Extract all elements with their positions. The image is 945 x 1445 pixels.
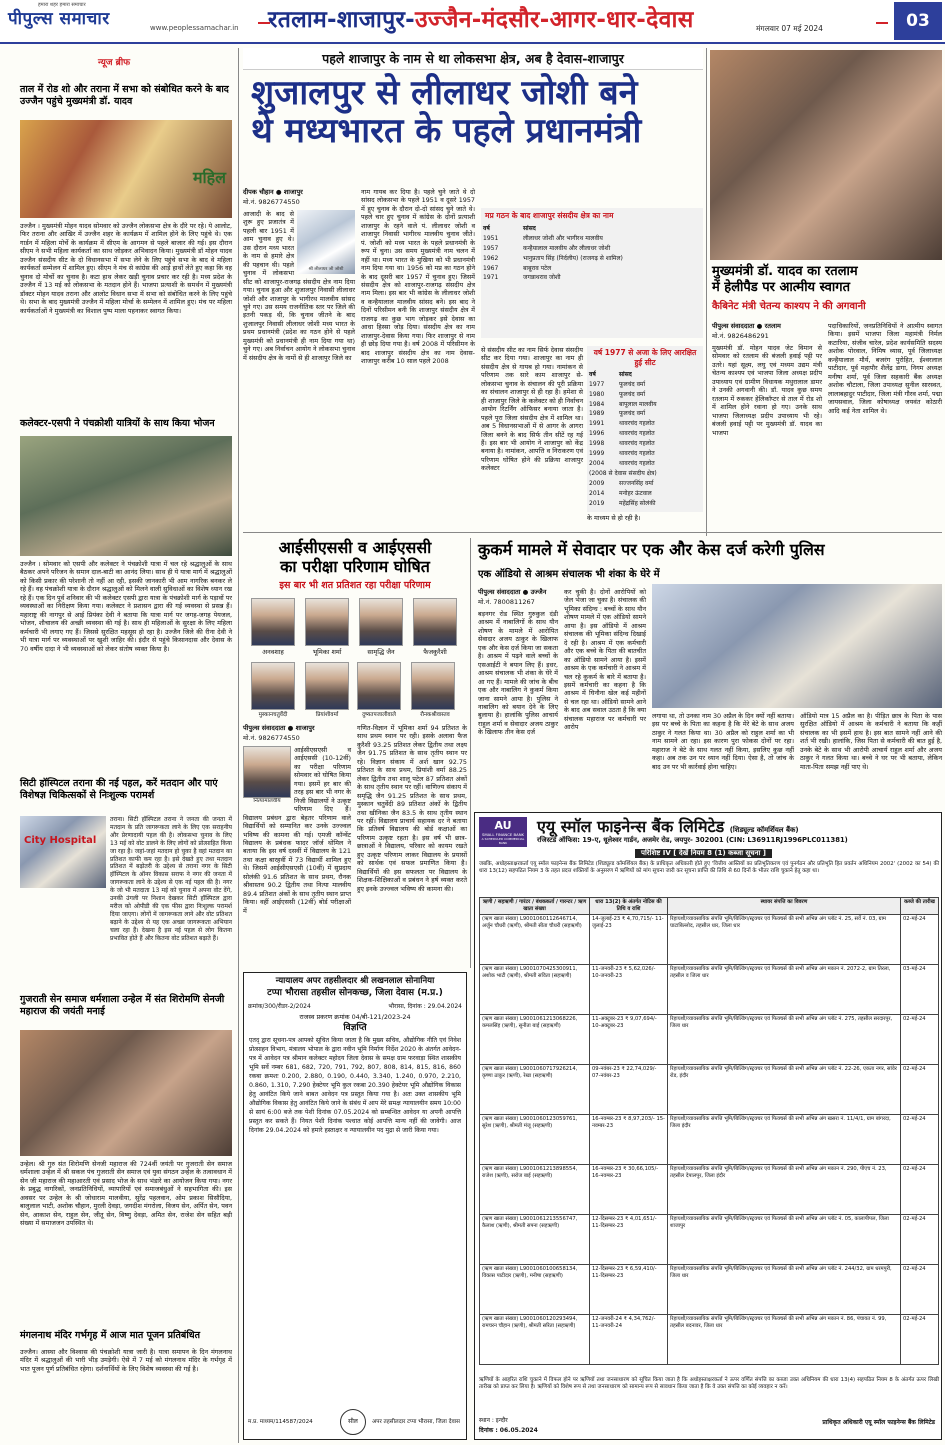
column-divider	[238, 48, 239, 1443]
issue-date: मंगलवार 07 मई 2024	[756, 24, 823, 33]
table-row: (ऋण खाता संख्या) L9001070425300911, अशोक भाटी (ऋणी), श्रीमती सविता (सहऋणी) 11-जनवरी-23 ₹ 5,62,026/- 10-जनवरी-23 रिहायशी/व्यावसायिक संपत्ति भूमि/बिल्डिंग/स्ट्रक्चर एवं फिक्चर्स की सभी अभिन्न अंग मकान नं. 2072-2, ग्राम तिरला, तहसील व जिला धार 03-मई-24	[480, 964, 939, 1014]
table1-grid	[481, 224, 703, 283]
icse-right-block	[357, 662, 467, 968]
cm-ratlam-story	[710, 48, 942, 536]
story3-body-bottom	[20, 890, 232, 988]
lead-body-col1: श्री लीलाधर जी जोशी आजादी के बाद से शुरू हुए प्रजातंत्र में पहली बार 1951 में आम चुनाव हुए थे। उस दौरान मध्य भारत के नाम से हमारे क्षेत्र की पहचान थी। पहले चुनाव में लोकसभा सीट को शाजापुर-राजगढ़ संसदीय क्षेत्र नाम दिया गया। चुनाव हुआ और शुजालपुर निवासी लीलाधर जोशी और शाजापुर के भागीरथ मालवीय सांसद चुने गए। उस समय राजनीतिक स्तर पर जिले की इतनी पकड़ थी, कि चुनाव जीतने के बाद शुजालपुर निवासी लीलाधर जोशी मध्य भारत के प्रथम प्रधानमंत्री (प्रदेश का गठन होने से पहले मुख्यमंत्री को प्रधानमंत्री ही नाम दिया गया था) चुने गए। अब निर्वाचन आयोग ने लोकसभा चुनाव में संसदीय क्षेत्र के नामों से ही शाजापुर जिले का	[243, 210, 355, 362]
police-subhead: एक ऑडियो से आश्रम संचालक भी शंका के घेरे में	[478, 569, 660, 580]
student-name: फैजकुरैशी	[423, 648, 447, 656]
cm-story-body-col1: मुख्यमंत्री डॉ. मोहन यादव जेट विमान से सोमवार को रतलाम की बंजली हवाई पट्टी पर उतरे। यहां सूक्ष्म, लघु एवं मध्यम उद्यम मंत्री चेतन्य काश्यप एवं भाजपा जिला अध्यक्ष प्रदीप उपाध्याय एवं ग्रामीण विधायक मथुरालाल डामर ने उनकी अगवानी की। डॉ. यादव कुछ समय रतलाम में रुककर हेलिकॉप्टर से ताल में रोड शो में शामिल होने रवाना हो गए। उनके साथ भाजपा जिलाध्यक्ष प्रदीप उपाध्याय भी रहे। बंजली हवाई पट्टी पर मुख्यमंत्री डॉ. यादव का भाजपा	[712, 344, 822, 437]
table2-title: वर्ष 1977 से अजा के लिए आरक्षित हुई सीट	[593, 348, 697, 367]
student-photo	[359, 598, 403, 646]
hospital-sign-text: City Hospital	[24, 835, 97, 846]
table-row: (ऋण खाता संख्या) L9001060717926214, कृष्णा ठाकुर (ऋणी), रेखा (सहऋणी) 09-नवंबर-23 ₹ 22,74,029/- 07-नवंबर-23 रिहायशी/व्यावसायिक संपत्ति भूमि/बिल्डिंग/स्ट्रक्चर एवं फिक्चर्स की सभी अभिन्न अंग प्लॉट नं. 22-26, एकता नगर, सांवेर रोड, इंदौर 02-मई-24	[480, 1064, 939, 1114]
notice-place-date: भौरासा, दिनांक : 29.04.2024	[388, 1003, 462, 1010]
decor-tick	[876, 22, 888, 24]
table-row: 1977 फूलचंद वर्मा	[589, 380, 646, 388]
student-photo	[305, 598, 349, 646]
story3-body-top: तराना। सिटी हॉस्पिटल तराना ने जनता की जनता में मतदान के प्रति जागरूकता लाने के लिए एक सराहनीय और प्रेरणादायी पहल की है। लोकसभा चुनाव के लिए 13 मई को वोट डालने के लिए लोगों को प्रोत्साहित किया जा रहा है। जहां-जहां मतदान हो चुका है वहां मतदान का प्रतिशत काफी कम रहा है। इसे देखते हुए तथा मतदान प्रतिशत में बढ़ोतरी के उद्देश्य से तराना नगर के सिटी हॉस्पिटल के ऑनर विकास सराफ ने नगर की जनता में जागरूकता लाने के उद्देश्य से एक नई पहल की है। नगर के जो भी मतदाता 13 मई को चुनाव में अपना वोट देंगे, उनकी उंगली पर निशान देखकर सिटी हॉस्पिटल द्वारा मरीज को ओपीडी की एक फीस द्वारा निःशुल्क परामर्श दिया जाएगा। लोगों में जागरूकता लाने और वोट प्रतिशत बढ़ाने के उद्देश्य से यह एक अच्छा जागरूकता अभियान चला रहा हैं। देखना है इस नई पहल से लोग कितना प्रभावित होते हैं और कितना वोट प्रतिशत बढ़ाते हैं।	[110, 816, 232, 942]
ad-appendix: परिशिष्ट IV [ देखें नियम 8 (1) कब्जा सूचना ]	[635, 849, 772, 858]
student-photo	[357, 662, 401, 710]
table2-grid	[587, 370, 703, 509]
story5-headline: मंगलनाथ मंदिर गर्भगृह में आज मात पूजन प्रतिबंधित	[20, 1330, 201, 1341]
ad-col-loan: ऋणी / सहऋणी / गारंटर / बंधककर्ता / गारन्टर / ऋण खाता संख्या	[480, 898, 590, 915]
ad-signatory: प्राधिकृत अधिकारी एयू स्मॉल फाइनेन्स बैंक लिमिटेड	[822, 1419, 935, 1426]
tehsil-notice	[243, 972, 467, 1440]
table-row: (ऋण खाता संख्या) L9001061213556747, कैलाश (ऋणी), श्रीमती सपना (सहऋणी) 12-दिसम्बर-23 ₹ 4,01,651/- 11-दिसम्बर-23 रिहायशी/व्यावसायिक संपत्ति भूमि/बिल्डिंग/स्ट्रक्चर एवं फिक्चर्स की सभी अभिन्न अंग प्लॉट नं. 05, कालापीपल, जिला शाजापुर 02-मई-24	[480, 1214, 939, 1264]
ad-address: रजिस्टर्ड ऑफिस: 19-ए, धूलेश्वर गार्डन, अजमेर रोड, जयपुर- 302001 (CIN: L36911RJ1996PLC011381)	[537, 836, 848, 844]
table-row: 1980 फूलचंद वर्मा	[589, 390, 646, 398]
left-column	[20, 48, 235, 1443]
police-body-col1: बड़नगर रोड स्थित गुरुकुल दंडी आश्रम में नाबालिगों के साथ यौन शोषण के मामले में आरोपित सेवादार अजय ठाकुर के खिलाफ एक और केस दर्ज किया जा सकता है। आश्रम में पढ़ने वाले बच्चों के एसआईटी ने बयान लिए हैं। इधर, आश्रम संचालक भी शंका के घेरे में आ गए हैं। मामले की जांच के बीच एक और नाबालिग ने कुकर्म किया जाना सामने आया है। पुलिस ने नाबालिग को बयान देने के लिए बुलाया है। हालांकि पुलिस आचार्य राहुल शर्मा व सेवादार अजय ठाकुर के खिलाफ तीन केस दर्ज	[478, 610, 558, 737]
ad-title: एयू स्मॉल फाइनेन्स बैंक लिमिटेड (शिड्यूल्ड कॉमर्शियल बैंक)	[537, 817, 799, 836]
notice-seal: सील	[340, 1409, 366, 1435]
notice-footer-ref: म.प्र. माध्यम/114587/2024	[248, 1419, 313, 1425]
edition-title: रतलाम-शाजापुर-उज्जैन-मंदसौर-आगर-धार-देवास	[268, 7, 694, 33]
student-photo	[251, 598, 295, 646]
lead-headline: शुजालपुर से लीलाधर जोशी बने थे मध्यभारत के पहले प्रधानमंत्री	[251, 73, 642, 152]
table-row: 1971 जगन्नाथराव जोशी	[483, 274, 561, 282]
student-photo	[305, 662, 349, 710]
student-name: मुस्कानचतुर्वेदी	[258, 712, 288, 718]
table-row: 1951 लीलाधर जोशी और भागीरथ मालवीय	[483, 234, 603, 242]
story4-headline: गुजराती सेन समाज धर्मशाला उन्हेल में संत शिरोमणि सेनजी महाराज की जयंती मनाई	[20, 994, 225, 1017]
story5-body: उज्जैन। आस्था और विश्वास की पंचक्रोशी यात्रा जारी है। यात्रा समापन के दिन मंगलनाथ मंदिर में श्रद्धालुओं की भारी भीड़ उमड़ेगी। ऐसे में 7 मई को मंगलनाथ मंदिर के गर्भगृह में भात पूजन पूर्ण प्रतिबंधित रहेगा। दर्शनार्थियों के लिए विशेष व्यवस्था की गई है।	[20, 1348, 232, 1373]
table-row: (ऋण खाता संख्या) L9001061213898554, राजेश (ऋणी), सरोज बाई (सहऋणी) 16-नवम्बर-23 ₹ 30,66,105/- 16-नवम्बर-23 रिहायशी/व्यावसायिक संपत्ति भूमि/बिल्डिंग/स्ट्रक्चर एवं फिक्चर्स की सभी अभिन्न अंग मकान नं. 290, पीएच नं. 23, तहसील देपालपुर, जिला इंदौर 02-मई-24	[480, 1164, 939, 1214]
student-name: अनवशाह	[262, 648, 284, 656]
mp-history-table	[481, 208, 703, 338]
ad-place: स्थान : इन्दौर	[479, 1417, 508, 1424]
table1-col-year: वर्ष	[483, 224, 490, 232]
table-row: 1984 बापूलाल मालवीय	[589, 400, 657, 408]
ad-footer-text: ऋणियों के आहरित राशि चुकाने में विफल होने पर ऋणियों तथा जनसाधारण को सूचित किया जाता है कि अधोहस्ताक्षरकर्ता ने ऊपर वर्णित संपत्ति का कब्जा उक्त अधिनियम की धारा 13(4) सहपठित नियम 8 के अंतर्गत ऊपर लिखी तारीख को प्राप्त कर लिया है। ऋणियों को विशेष रूप से तथा जनसाधारण को सामान्य रूप से सावधान किया जाता है कि वे उक्त संपत्ति का कोई व्यवहार न करें।	[479, 1377, 939, 1391]
story2-photo	[20, 436, 232, 556]
police-headline: कुकर्म मामले में सेवादार पर एक और केस दर्ज करेगी पुलिस	[478, 540, 825, 559]
lead-mobile: मो.नं. 9826774550	[243, 198, 300, 206]
story2-body: उज्जैन । सोमवार को एसपी और कलेक्टर ने पंचक्रोशी यात्रा में चल रहे श्रद्धालुओं के साथ बैठकर अपने परिजन के समान दाल-बाटी का आनंद लिया। साथ ही ये यात्रा मार्ग में श्रद्धालुओं को किसी प्रकार की परेशानी तो नहीं आ रही, इसकी जानकारी भी आम नागरिक बनकर ले रहे हैं। वह पंचक्रोशी यात्रा के दौरान श्रद्धालुओं को मिलने वाली सुविधाओं का विशेष ध्यान रख रहे हैं। एक दिन पूर्व शनिवार की भी कलेक्टर एसपी द्वारा यात्रा के पंचक्रोशी मार्ग के पड़ावों पर व्यवस्थाओं का निरीक्षण किया गया। कलेक्टर ने प्रशासन द्वारा की गई व्यवस्था से प्रसन्न हैं। महाराष्ट्र की नागपुर से आई प्रियंका देवी ने बताया कि यात्रा मार्ग पर जगह-जगह पेयजल, भोजन, शौचालय की अच्छी व्यवस्था की गई है। साथ ही महिलाओं के सुरक्षा के लिए महिला कर्मचारी भी लगाए गए हैं। जिससे सुरक्षित महसूस हो रहा है। उज्जैन जिले की रीना देवी ने भी यात्रा मार्ग पर व्यवस्थाओं पर खुशी जाहिर की। इंदौर से पहुंचे किसानदास और देवास के 70 वर्षीय दादा ने भी व्यवस्थाओं को लेकर संतोष व्यक्त किया है।	[20, 560, 232, 653]
police-body-col2: कर चुकी है। दोनों आरोपियों को जेल भेजा जा चुका है। संचालक की भूमिका संदिग्ध : बच्चों के साथ यौन शोषण मामले में एक ऑडियो सामने आया है। इस ऑडियो में आश्रम संचालक की भूमिका संदिग्ध दिखाई दे रही है। आश्रम में एक कर्मचारी और एक बच्चे के पिता की बातचीत का ऑडियो सामने आया है। इसमें आश्रम के एक कर्मचारी ने आश्रम में चल रहे कुकर्म के बारे में बताया है। इसमें कर्मचारी का कहना है कि आश्रम में घिनौना खेल कई महीनों से चल रहा था। ऑडियो सामने आने के बाद अब सवाल उठता है कि क्या संचालक महाराज पर कर्मचारी पर आरोप	[564, 588, 646, 732]
table-row: 1989 फूलचंद वर्मा	[589, 410, 646, 418]
cm-story-mobile: मो.नं. 9826486291	[712, 332, 769, 340]
ad-table	[479, 897, 939, 1365]
icse-body-col2-text: गणित-विज्ञान में भूमिका शर्मा 94 प्रतिशत के साथ प्रथम स्थान पर रही। इसके अलावा फैज कुरैशी 93.25 प्रतिशत लेकर द्वितीय तथा लक्ष्य जैन 91.75 प्रतिशत के साथ तृतीय स्थान पर रहे। विज्ञान संकाय में अर्श खान 92.75 प्रतिशत के साथ प्रथम, प्रियांशी वर्मा 88.25 लेकर द्वितीय तथा शालू पटेल 87 प्रतिशत अंकों के साथ तृतीय स्थान पर रहीं। वाणिज्य संकाय में समृद्धि जैन 91.25 प्रतिशत के साथ प्रथम, मुस्कान चतुर्वेदी 89 प्रतिशत अंकों के द्वितीय तथा खीनिका जैन 83.5 के साथ तृतीय स्थान पर रहीं। विद्यालय प्राचार्य सहायक दर ने बताया कि प्रतिवर्ष विद्यालय की बोर्ड कक्षाओं का परिणाम उत्कृष्ट रहता है। इस वर्ष भी छात्र-छात्राओं ने विद्यालय, परिवार को कायम रखते हुए उत्कृष्ट परिणाम लाकर विद्यालय के प्रयासों को सार्थक एवं सफल प्रमाणित किया है। विद्यार्थियों की इस सफलता पर विद्यालय के शिक्षक-शिक्षिकाओं व प्रबंधन ने हर्ष व्यक्त करते हुए इनके उज्ज्वल भविष्य की कामना की।	[357, 724, 467, 893]
lead-story	[243, 48, 703, 528]
notice-case-no: क्रमांक/300/रीडर-2/2024	[248, 1003, 311, 1010]
table1-col-mp: सांसद	[523, 224, 536, 232]
notice-rev-case: राजस्व प्रकरण क्रमांक 04/बी-121/2023-24	[299, 1013, 411, 1021]
police-story	[474, 538, 942, 808]
website-url[interactable]: www.peoplessamachar.in	[150, 24, 239, 32]
story4-body: उन्हेल। श्री गुरु संत शिरोमणि सेनजी महाराज की 724वीं जयंती पर गुजराती सेन समाज धर्मशाला उन्हेल में श्री सकल पंच गुजराती सेन समाज एवं युवा संगठन उन्हेल के तत्वावधान में सेन जी महाराज की महाआरती एवं प्रसाद भोज के साथ भंडारे का आयोजन किया गया। नगर के प्रबुद्ध नागरिकों, जनप्रतिनिधियों, व्यापारियों एवं समाजबंधुओं ने सहभागिता की। इस अवसर पर उन्हेल के श्री जोधाराम मालवीया, सुरेंद्र पहलवान, ओम प्रकाश सिसौदिया, बालुलाल भाटी, अशोक चौहान, मुरली देवड़ा, जगदीश मंगरोला, विजय सेन, अर्पित सेन, पवन सेन, आकाश सेन, राहुल सेन, जीतू सेन, विष्णु देवड़ा, अमित सेन, राजेश सेन सहित बड़ी संख्या में समाजजन उपस्थित थे।	[20, 1160, 232, 1228]
student-photo	[413, 598, 457, 646]
ashram-photo	[652, 584, 942, 708]
table-row: (ऋण खाता संख्या) L9001060100658134, विकास पाटीदार (ऋणी), मनीषा (सहऋणी) 12-दिसम्बर-23 ₹ 6,59,410/- 11-दिसम्बर-23 रिहायशी/व्यावसायिक संपत्ति भूमि/बिल्डिंग/स्ट्रक्चर एवं फिक्चर्स की सभी अभिन्न अंग प्लॉट नं. 244/32, ग्राम धरमपुरी, जिला धार 02-मई-24	[480, 1264, 939, 1314]
ad-col-property: स्थावर संपत्ति का विवरण	[668, 898, 901, 915]
icse-headline: आईसीएससी व आईएससी का परीक्षा परिणाम घोषित	[278, 538, 432, 577]
lead-body-col2: नाम गायब कर दिया है। पहले चुने जाते थे दो सांसद लोकसभा के पहले 1951 व दूसरे 1957 में हुए चुनाव के दौरान दो-दो सांसद चुने जाते थे। पहले चार हुए चुनाव में कांग्रेस के दोनों प्रत्याशी शाजापुर के रहने वाले पं. लीलाधर जोशी व शाजापुर निवासी भागीरथ मालवीय चुनाव जीते। पं. जोशी को मध्य भारत के पहले प्रधानमंत्री के रूप में चुना। उस समय मुख्यमंत्री नाम चलन में नहीं था। मध्य भारत के मुखिया को भी प्रधानमंत्री नाम दिया गया था। 1956 को मप्र का गठन होने के बाद दूसरी बार 1957 में चुनाव हुए। जिसमें संसदीय क्षेत्र को शाजापुर-राजगढ़ संसदीय क्षेत्र नाम मिला। इस बार भी कांग्रेस के लीलाधर जोशी व कन्हैयालाल मालवीय सांसद बने। इस बाद ने दिनों परिसीमन बनी कि शाजापुर संसदीय क्षेत्र में राजगढ़ का कुछ भाग जोड़कर इसे देवास का आधा हिस्सा जोड़ दिया। संसदीय क्षेत्र का नाम शाजापुर-देवास किया गया। फिर शाजापुर से नाम ही छोड़ दिया गया है। वर्ष 2008 में परिसीमन के बाद शाजापुर संसदीय क्षेत्र का नाम देवास-शाजापुर करीब 10 साल पहले 2008	[361, 188, 475, 366]
story4-photo	[20, 1030, 232, 1156]
table-row: 1967 बाबूराव पटेल	[483, 264, 552, 272]
cm-story-byline: पीपुल्स संवाददाता ● रतलाम	[712, 322, 781, 330]
table2-col-year: वर्ष	[589, 370, 596, 378]
icse-mobile: मो.नं. 9826774550	[243, 734, 300, 742]
topper-photo	[243, 746, 291, 798]
cm-story-subhead: कैबिनेट मंत्री चेतन्य काश्यप ने की अगवानी	[712, 301, 866, 312]
story1-photo	[20, 120, 232, 218]
police-mobile: मो.नं. 7800811267	[478, 598, 535, 606]
au-bank-possession-notice	[474, 812, 942, 1440]
table-row: 2004 थावरचंद गहलोत	[589, 459, 655, 467]
police-body-col4: ऑडियो मात्र 15 अप्रैल का है। पीड़ित छात्र के पिता के पास सुरक्षित ऑडियो में आश्रम के कर्मचारी ने बताया कि कहीं संचालक का भी इसमें हाथ है। इस बात सामने नहीं आने की शर्त भी रखी। हालांकि, जिस पिता से कर्मचारी की बात हुई है, उनके बेटे के साथ भी आरोपी आचार्य राहुल शर्मा और अजय ठाकुर ने गलत किया था। बच्चे ने घर पर भी बताया, लेकिन माता-पिता समझ नहीं पाए थे।	[800, 712, 942, 771]
table-row: (ऋण खाता संख्या) L9001060112646714, अर्जुन चौधरी (ऋणी), श्रीमती सीता चौधरी (सहऋणी) 14-जुलाई-23 ₹ 4,70,715/- 11-जुलाई-23 रिहायशी/व्यावसायिक संपत्ति भूमि/बिल्डिंग/स्ट्रक्चर एवं फिक्चर्स की सभी अभिन्न अंग प्लॉट नं. 25, सर्वे नं. 03, ग्राम घाटाबिल्लोद, तहसील धार, जिला धार 02-मई-24	[480, 914, 939, 964]
page-number: 03	[894, 2, 942, 40]
story2-headline: कलेक्टर-एसपी ने पंचक्रोशी यात्रियों के साथ किया भोजन	[20, 418, 215, 429]
story3-photo	[20, 816, 106, 888]
table-row: 1991 थावरचंद गहलोत	[589, 420, 655, 428]
table-row: 2019 महेंद्रसिंह सोलंकी	[589, 499, 656, 507]
row-divider	[243, 532, 942, 533]
table-row: 1998 थावरचंद गहलोत	[589, 440, 655, 448]
icse-body-col1: नित्यामालवीय आईसीएसएसी व आईएससी (10-12वीं) का परीक्षा परिणाम सोमवार को घोषित किया गया। इसमें हर बार की तरह इस बार भी नगर के निजी विद्यालयों ने उत्कृष्ट परिणाम दिए हैं। विद्यालय प्रबंधन द्वारा बेहतर परिणाम वाले विद्यार्थियों को सम्मानित कर उनके उज्ज्वल भविष्य की कामना की गई। एमजी कॉन्वेंट विद्यालय के प्रबंधक फादर जॉर्ज थोमिल ने बताया कि इस वर्ष दसवीं में विद्यालय के 121 तथा कक्षा बारहवीं में 73 विद्यार्थी शामिल हुए थे। जिसमें आईसीएसएसी (10वीं) में सुप्रदाय सोलंकी 91.6 प्रतिशत के साथ प्रथम, रौनक श्रीवास्तव 90.2 द्वितीय तथा नित्या मालवीय 89.4 प्रतिशत अंकों के साथ तृतीय स्थान प्राप्त किया। वहीं आईएससी (12वीं) बोर्ड परीक्षाओं में	[243, 746, 351, 915]
column-divider	[470, 538, 471, 968]
icse-subhead: इस बार भी शत प्रतिशत रहा परीक्षा परिणाम	[279, 580, 431, 591]
student-name: भूमिका शर्मा	[312, 648, 342, 656]
table-row: 2009 सज्जनसिंह वर्मा	[589, 479, 654, 487]
notice-heading: विज्ञप्ति	[343, 1023, 367, 1033]
portrait-caption: श्री लीलाधर जी जोशी	[308, 267, 344, 273]
ad-intro: जबकि, अधोहस्ताक्षरकर्ता एयू स्मॉल फाइनेन्स बैंक लिमिटेड (शिड्यूल्ड कॉमर्शियल बैंक) के प्राधिकृत अधिकारी होते हुए 'वित्तीय आस्तियों का प्रतिभूतिकरण एवं पुनर्गठन और प्रतिभूति हित प्रवर्तन अधिनियम 2002' (2002 का 54) की धारा 13(12) सहपठित नियम 3 के तहत प्रदत्त शक्तियों के अनुसरण में ऋणियों को मांग सूचना जारी कर सूचना प्राप्ति की तिथि से 60 दिनों के भीतर राशि चुकाने हेतु कहा था।	[479, 861, 939, 875]
cm-welcome-photo	[710, 50, 942, 260]
notice-title-l1: न्यायालय अपर तहसीलदार श्री लखनलाल सोनानिया	[275, 976, 435, 986]
notice-body: एतद् द्वारा सूचना-पत्र आपको सूचित किया जाता है कि मुख्य सचिव, औद्योगिक नीति एवं निवेश प्रोत्साहन विभाग, मंत्रालय भोपाल के द्वारा नवीन भूमि निर्माण निर्देश 2020 के अंतर्गत आवेदन-पत्र में आवेदन पत्र श्रीमान कलेक्टर महोदय जिला देवास के समक्ष ग्राम फरवाड़ा स्थित शासकीय भूमि सर्वे नम्बर 681, 682, 720, 791, 792, 807, 808, 814, 815, 816, 860 रकबा क्रमशः 0.200, 2.880, 0.190, 0.440, 3.340, 1.240, 0.970, 2.210, 0.860, 1.310, 7.290 हेक्टेयर भूमि कुल रकबा 20.390 हेक्टेयर भूमि औद्योगिक विकास हेतु आवंटित किये जाने बाबत आवेदन पत्र प्रस्तुत किया गया है। अतः उक्त शासकीय भूमि औद्योगिक विकास हेतु आवंटित किये जाने के संबंध में आप मेरे समक्ष न्यायालयीन समय 10:00 से सायं 6:00 बजे तक पेशी दिनांक 07.05.2024 को सम्बन्धित आवेदन या अपनी आपत्ति प्रस्तुत कर सकते हैं। नियत पेशी दिनांक पश्चात कोई आपत्ति मान्य नहीं की जावेगी। आज दिनांक 29.04.2024 को हमारे हस्ताक्षर व न्यायालयीन पद मुद्रा से जारी किया गया।	[249, 1037, 461, 1134]
notice-title-l2: टप्पा भौरासा तहसील सोनकच्छ, जिला देवास (म.प्र.)	[267, 988, 443, 998]
au-bank-logo: AU SMALL FINANCE BANK A SCHEDULED COMMERCIAL BANK	[479, 817, 527, 847]
story3-headline: सिटी हॉस्पिटल तराना की नई पहल, करें मतदान और पाएं विशेषज्ञ चिकित्सकों से निःशुल्क परामर्श	[20, 778, 218, 801]
lead-byline: दीपक चौहान ● शाजापुर	[243, 188, 303, 196]
notice-footer-sign: अपर तहसीलदार टप्पा भौरासा, जिला देवास	[372, 1419, 460, 1425]
table1-title: मप्र गठन के बाद शाजापुर संसदीय क्षेत्र का नाम	[485, 211, 614, 220]
table-row: 1996 थावरचंद गहलोत	[589, 430, 655, 438]
ad-table-wrap	[479, 897, 939, 1375]
table-row: (ऋण खाता संख्या) L9001060123059761, सुरेश (ऋणी), श्रीमती मंजू (सहऋणी) 16-नवम्बर-23 ₹ 8,97,203/- 15-नवम्बर-23 रिहायशी/व्यावसायिक संपत्ति भूमि/बिल्डिंग/स्ट्रक्चर एवं फिक्चर्स की सभी अभिन्न अंग खसरा नं. 11/4/1, ग्राम बांगरदा, जिला इंदौर 02-मई-24	[480, 1114, 939, 1164]
student-name: सामृद्धि जैन	[367, 648, 395, 656]
photo-banner-text: महिल	[192, 167, 226, 187]
table-row: 1962 भानुप्रताप सिंह (निर्दलीय) (राजगढ़ से शामिल)	[483, 254, 623, 262]
table-row: 2014 मनोहर ऊंटवाल	[589, 489, 652, 497]
cm-story-body-col2: पदाधिकारियों, जनप्रतिनिधियों ने आत्मीय स्वागत किया। इसमें भाजपा जिला महामंत्री निर्मल कटारिया, संजीव चारेल, प्रदेश कार्यसमिति सदस्य अशोक पोरवाल, निमिष व्यास, पूर्व जिलाध्यक्ष कन्हैयालाल मौर्य, बजरंग पुरोहित, ईश्वरलाल पाटीदार, पूर्व महापौर शैलेंद्र डागा, निगम अध्यक्ष मनीषा शर्मा, पूर्व जिला सहकारी बैंक अध्यक्ष अशोक चौटाला, जिला उपाध्यक्ष सुनील सारस्वत, लालाबहादुर पाटीदार, जिला मंत्री गौरव शर्मा, पद्मा जायसवाल, जिला कोषाध्यक्ष जयवंत कोठारी आदि कई नेता शामिल थे।	[828, 322, 942, 415]
newspaper-logo: पीपुल्स समाचार	[8, 9, 110, 29]
column-divider	[706, 48, 707, 536]
masthead-tagline: हमारा शहर हमारा समाचार	[38, 2, 86, 8]
student-photo	[251, 662, 295, 710]
lead-body-col3: से संसदीय सीट का नाम सिर्फ देवास संसदीय सीट कर दिया गया। शाजापुर का नाम ही संसदीय क्षेत्र से गायब हो गया। नामांकन से परिणाम तक सारे काम शाजापुर से- लोकसभा चुनाव के संचालन की पूरी प्रक्रिया का संचालन शाजापुर से ही रहा है। हमेशा से ही शाजापुर जिले के कलेक्टर को ही निर्वाचन आयोग रिटर्निंग ऑफिसर बनाया जाता है। पहले पूरा जिला संसदीय क्षेत्र में शामिल था। अब 5 विधानसभाओं में से आगर के आगरा जिला बनने के बाद सिर्फ तीन सीटें रह गई हैं। इस बार भी आयोग ने शाजापुर को केंद्र बनाया है। नामांकन, आपत्ति व निराकरण एवं परिणाम घोषित होने की प्रक्रिया शाजापुर कलेक्टर	[481, 346, 583, 473]
student-name: प्रियांशीवर्मा	[315, 712, 339, 718]
police-body-col3: लगाया था, तो उनका नाम 30 अप्रैल के दिन क्यों नहीं बताया। इस पर बच्चे के पिता का कहना है कि मेरे बेटे के साथ अजय ठाकुर ने गलत किया था। 30 अप्रैल को राहुल शर्मा का भी नाम सामने आ रहा। इस कारण पुरा फोकस दोनों पर रहा। महाराज ने बेटे के साथ गलत नहीं किया, इसलिए कुछ नहीं कहा। अब तक उन पर ध्यान नहीं दिया। ऐसा है, तो जांच के बाद उन पर भी कार्रवाई होना चाहिए।	[652, 712, 794, 771]
lead-kicker: पहले शाजापुर के नाम से था लोकसभा क्षेत्र, अब है देवास-शाजापुर	[243, 48, 703, 70]
ad-date: दिनांक : 06.05.2024	[479, 1427, 538, 1434]
student-name: रौनकश्रीवास्तव	[420, 712, 450, 718]
lead-body-end: के माध्यम से हो रही है।	[587, 514, 641, 522]
topper-caption: नित्यामालवीय	[253, 798, 281, 804]
ad-col-notice: धारा 13(2) के अंतर्गत नोटिस की तिथि व राशि	[590, 898, 668, 915]
reserved-seat-table	[587, 346, 703, 512]
table-row: (2008 से देवास संसदीय क्षेत्र)	[589, 469, 657, 477]
news-brief-label: न्यूज ब्रीफ	[98, 58, 131, 68]
leeladhar-joshi-portrait	[297, 210, 355, 274]
story1-body: उज्जैन । मुख्यमंत्री मोहन यादव सोमवार को उज्जैन लोकसभा क्षेत्र के दौरे पर रहे। ये आलोट, फिर तराना और आखिर में उज्जैन शहर के कार्यक्रम में शामिल होने के लिए पहुंचे थे। एक गार्डन में महिला मोर्चे के कार्यक्रम में सीएम के आगमन से पहले बाजार की गई। इस दौरान सीएम ने सभी महिला कार्यकर्ता का साथ जोड़कर अभिवादन किया। मुख्यमंत्री डॉ मोहन यादव उज्जैन संसदीय सीट के दो विधानसभा में सभा लेने के लिए पहुंचे सभा के बाद वे महिला कार्यकर्ता सम्मेलन में शामिल हुए। सीएम ने मंच से कांग्रेस की आड़े हाथों लेते हुए कहा कि वह चुनाव दो मोर्चो का चुनाव है। कटा हाथ लेकर खड़ी चुनाव प्रचार कर रही है। मध्य प्रदेश के उज्जैन में 13 मई को लोकसभा के मतदान होने हैं। भाजपा प्रत्याशी के समर्थन में मुख्यमंत्री डॉक्टर मोहन यादव तराना और आलोट विधान सभा में सभा को संबोधित करने के लिए पहुंचे थे। सभा के बाद मुख्यमंत्री उज्जैन में महिला मोर्चा के सम्मेलन में शामिल हुए। मंच पर महिला कार्यकर्ताओं ने मुख्यमंत्री का विशाल पुष्प माला पहनाकर स्वागत किया।	[20, 222, 232, 315]
police-byline: पीपुल्स संवाददाता ● उज्जैन	[478, 588, 547, 596]
table-row: 1957 कन्हैयालाल मालवीय और लीलाधर जोशी	[483, 244, 611, 252]
student-photo	[411, 662, 455, 710]
cm-story-headline: मुख्यमंत्री डॉ. यादव का रतलाम में हेलीपैड पर आत्मीय स्वागत	[712, 264, 858, 296]
story1-headline: ताल में रोड शो और तराना में सभा को संबोधित करने के बाद उज्जैन पहुंचे मुख्यमंत्री डॉ. यादव	[20, 84, 229, 107]
table2-col-mp: सांसद	[619, 370, 632, 378]
student-name: दुष्यतपजालीवाले	[362, 712, 396, 718]
ad-col-date: कब्जे की तारीख	[901, 898, 939, 915]
table-row: (ऋण खाता संख्या) L9001060120293494, रामचरन चौहान (ऋणी), श्रीमती सरिता (सहऋणी) 12-जनवरी-24 ₹ 4,34,762/- 11-जनवरी-24 रिहायशी/व्यावसायिक संपत्ति भूमि/बिल्डिंग/स्ट्रक्चर एवं फिक्चर्स की सभी अभिन्न अंग मकान नं. 86, पंचायत नं. 99, तहसील बदनावर, जिला धार 02-मई-24	[480, 1314, 939, 1364]
table-row: 1999 थावरचंद गहलोत	[589, 450, 655, 458]
icse-byline: पीपुल्स संवाददाता ● शाजापुर	[243, 724, 315, 732]
table-row: (ऋण खाता संख्या) L9001061213068226, कमलसिंह (ऋणी), सुनीता बाई (सहऋणी) 11-अक्टूबर-23 ₹ 9,07,694/- 10-अक्टूबर-23 रिहायशी/व्यावसायिक संपत्ति भूमि/बिल्डिंग/स्ट्रक्चर एवं फिक्चर्स की सभी अभिन्न अंग प्लॉट नं. 275, तहसील सरदारपुर, जिला धार 02-मई-24	[480, 1014, 939, 1064]
masthead	[0, 0, 945, 44]
